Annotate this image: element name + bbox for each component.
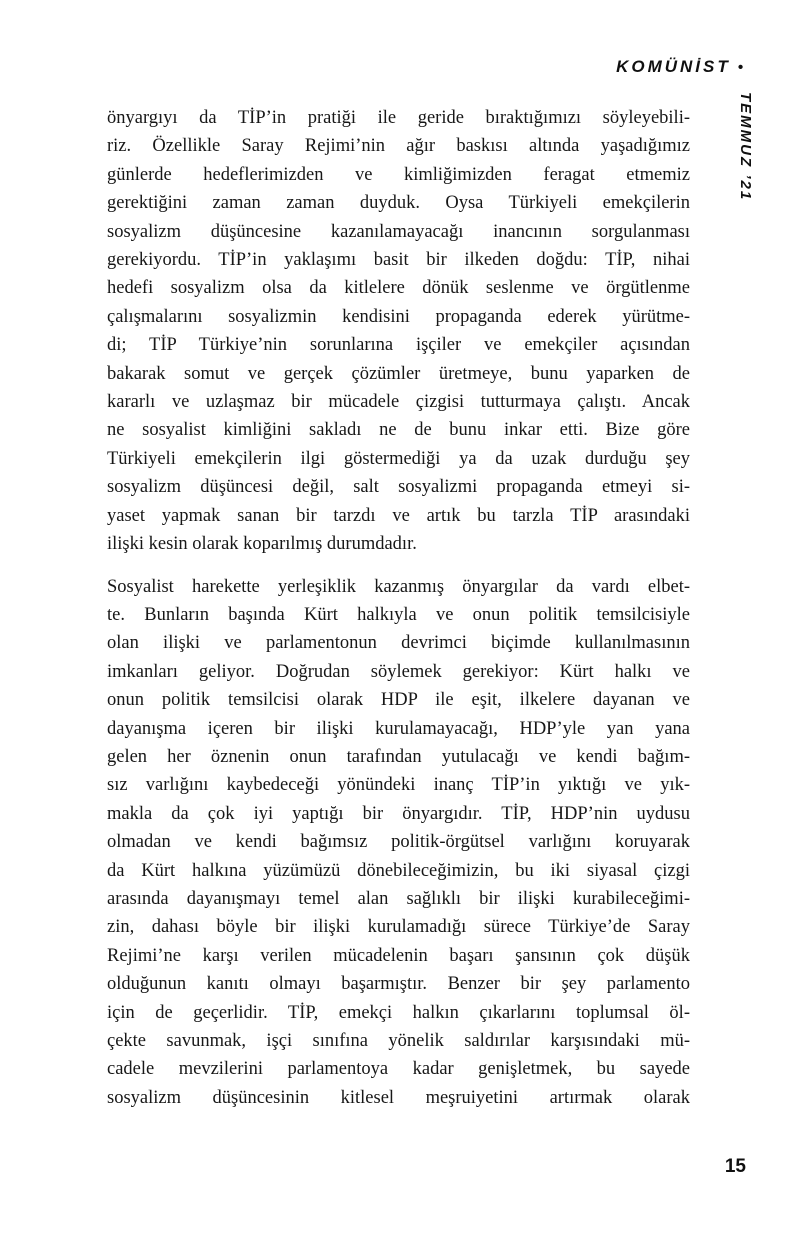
text-line: olmadan ve kendi bağımsız politik-örgütsel varlığını koruyarak xyxy=(107,832,690,853)
text-line: çekte savunmak, işçi sınıfına yönelik saldırılar karşısındaki mü- xyxy=(107,1031,690,1051)
text-line: Rejimi’ne karşı verilen mücadelenin başarı şansının çok düşük xyxy=(107,945,690,966)
text-line: yaset yapmak sanan bir tarzdı ve artık bu tarzla TİP arasındaki xyxy=(107,505,690,526)
body-text xyxy=(107,104,690,1112)
text-line: da Kürt halkına yüzümüzü dönebileceğimizin, bu iki siyasal çizgi xyxy=(107,860,690,881)
issue-date-vertical: TEMMUZ ’21 xyxy=(737,92,754,202)
text-line: te. Bunların başında Kürt halkıyla ve onun politik temsilcisiyle xyxy=(107,604,690,625)
text-line: sız varlığını kaybedeceği yönündeki inanç TİP’in yıktığı ve yık- xyxy=(107,775,690,796)
text-line: olduğunun kanıtı olmayı başarmıştır. Benzer bir şey parlamento xyxy=(107,974,690,995)
text-line: gerektiğini zaman zaman duyduk. Oysa Türkiyeli emekçilerin xyxy=(107,193,690,214)
text-line: ilişki kesin olarak koparılmış durumdadır. xyxy=(107,534,417,555)
masthead-bullet: • xyxy=(737,59,743,76)
text-line: sosyalizm düşüncesinin kitlesel meşruiyetini artırmak olarak xyxy=(107,1087,690,1108)
text-line: gelen her öznenin onun tarafından yutulacağı ve kendi bağım- xyxy=(107,746,690,767)
text-line: zin, dahası böyle bir ilişki kurulamadığı sürece Türkiye’de Saray xyxy=(107,917,690,938)
text-line: kararlı ve uzlaşmaz bir mücadele çizgisi tutturmaya çalıştı. Ancak xyxy=(107,392,690,413)
text-line: bakarak somut ve gerçek çözümler üretmeye, bunu yaparken de xyxy=(107,363,690,384)
page-number: 15 xyxy=(724,1156,746,1177)
text-line: için de geçerlidir. TİP, emekçi halkın çıkarlarını toplumsal öl- xyxy=(107,1002,690,1023)
journal-title: KOMÜNİST xyxy=(616,57,731,76)
text-line: di; TİP Türkiye’nin sorunlarına işçiler ve emekçiler açısından xyxy=(107,335,690,356)
text-line: onun politik temsilcisi olarak HDP ile eşit, ilkelere dayanan ve xyxy=(107,690,690,711)
paragraph xyxy=(107,573,690,1113)
text-line: hedefi sosyalizm olsa da kitlelere dönük seslenme ve örgütlenme xyxy=(107,278,690,299)
text-line: çalışmalarını sosyalizmin kendisini propaganda ederek yürütme- xyxy=(107,306,690,327)
text-line: önyargıyı da TİP’in pratiği ile geride bıraktığımızı söyleyebili- xyxy=(107,108,690,128)
text-line: ne sosyalist kimliğini sakladı ne de bunu inkar etti. Bize göre xyxy=(107,420,690,441)
text-line: cadele mevzilerini parlamentoya kadar genişletmek, bu sayede xyxy=(107,1059,690,1080)
journal-masthead xyxy=(616,57,743,77)
text-line: olan ilişki ve parlamentonun devrimci biçimde kullanılmasının xyxy=(107,633,690,654)
text-line: makla da çok iyi yaptığı bir önyargıdır. TİP, HDP’nin uydusu xyxy=(107,803,690,824)
text-line: Sosyalist harekette yerleşiklik kazanmış önyargılar da vardı elbet- xyxy=(107,576,690,597)
text-line: riz. Özellikle Saray Rejimi’nin ağır baskısı altında yaşadığımız xyxy=(107,136,690,157)
text-line: gerekiyordu. TİP’in yaklaşımı basit bir ilkeden doğdu: TİP, nihai xyxy=(107,250,690,271)
paragraph xyxy=(107,104,690,559)
text-line: dayanışma içeren bir ilişki kurulamayacağı, HDP’yle yan yana xyxy=(107,718,690,739)
text-line: Türkiyeli emekçilerin ilgi göstermediği ya da uzak durduğu şey xyxy=(107,448,690,469)
text-line: imkanları geliyor. Doğrudan söylemek gerekiyor: Kürt halkı ve xyxy=(107,661,690,682)
text-line: günlerde hedeflerimizden ve kimliğimizden feragat etmemiz xyxy=(107,164,690,185)
text-line: sosyalizm düşüncesi değil, salt sosyalizmi propaganda etmeyi si- xyxy=(107,477,690,498)
text-line: arasında dayanışmayı temel alan sağlıklı bir ilişki kurabileceğimi- xyxy=(107,888,690,909)
text-line: sosyalizm düşüncesine kazanılamayacağı inancının sorgulanması xyxy=(107,221,690,242)
